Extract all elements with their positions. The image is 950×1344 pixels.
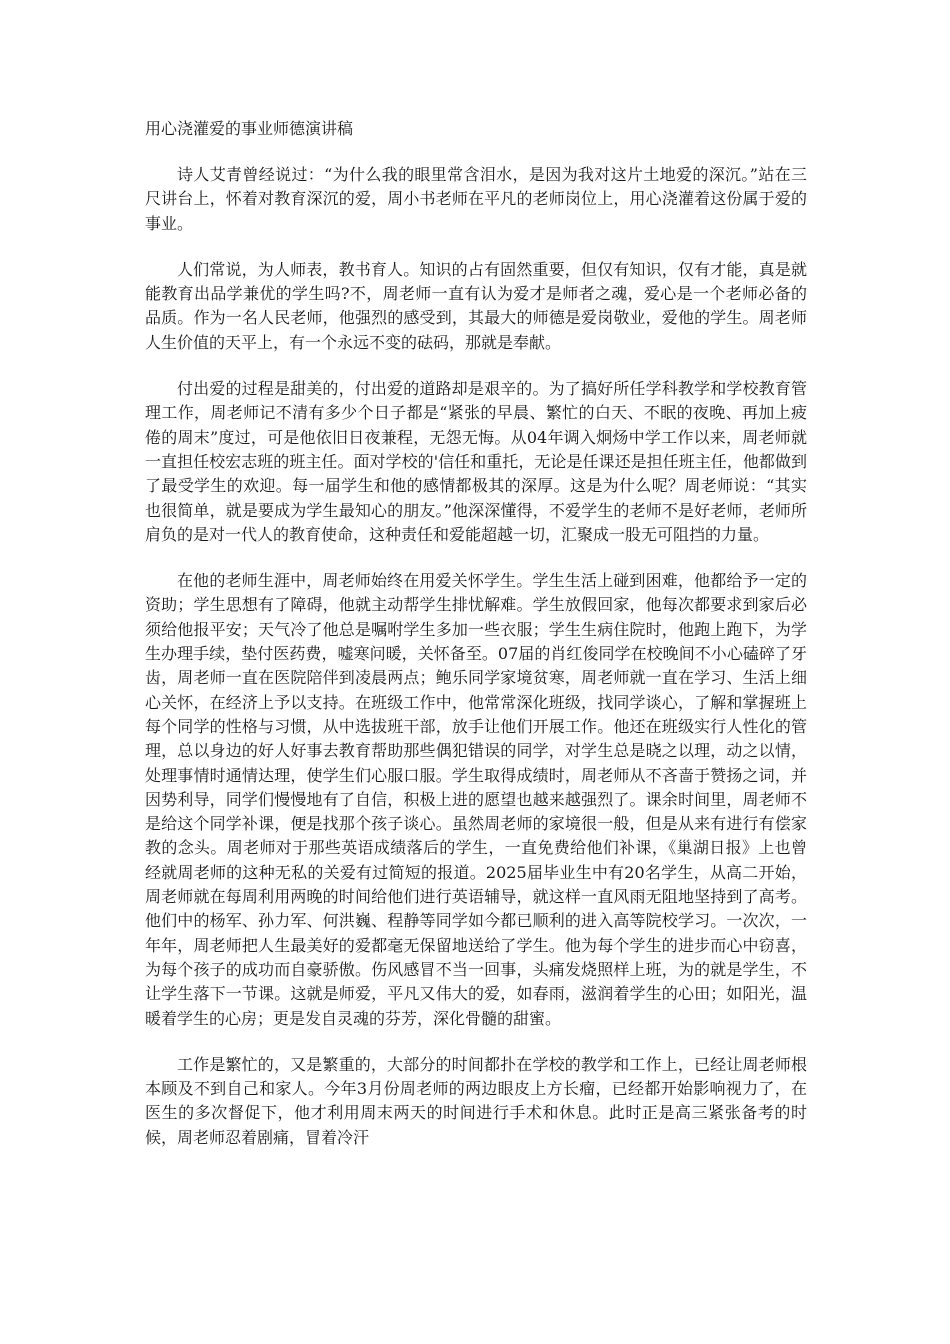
paragraph-5: 工作是繁忙的，又是繁重的，大部分的时间都扑在学校的教学和工作上，已经让周老师根本顾及不到自己和家人。今年3月份周老师的两边眼皮上方长瘤，已经都开始影响视力了，在医生的多次督促下，他才利用周末两天的时间进行手术和休息。此时正是高三紧张备考的时候，周老师忍着剧痛，冒着冷汗	[145, 1054, 807, 1147]
document-title: 用心浇灌爱的事业师德演讲稿	[145, 119, 354, 138]
paragraph-1: 诗人艾青曾经说过：“为什么我的眼里常含泪水，是因为我对这片土地爱的深沉。”站在三尺讲台上，怀着对教育深沉的爱，周小书老师在平凡的老师岗位上，用心浇灌着这份属于爱的事业。	[145, 165, 807, 233]
paragraph-4: 在他的老师生涯中，周老师始终在用爱关怀学生。学生生活上碰到困难，他都给予一定的资助；学生思想有了障碍，他就主动帮学生排忧解难。学生放假回家，他每次都要求到家后必须给他报平安；天气冷了他总是嘱咐学生多加一些衣服；学生生病住院时，他跑上跑下，为学生办理手续，垫付医药费，嘘寒问暖，关怀备至。07届的肖红俊同学在校晚间不小心磕碎了牙齿，周老师一直在医院陪伴到凌晨两点；鲍乐同学家境贫寒，周老师就一直在学习、生活上细心关怀，在经济上予以支持。在班级工作中，他常常深化班级，找同学谈心，了解和掌握班上每个同学的性格与习惯，从中选拔班干部，放手让他们开展工作。他还在班级实行人性化的管理，总以身边的好人好事去教育帮助那些偶犯错误的同学，对学生总是晓之以理，动之以情，处理事情时通情达理，使学生们心服口服。学生取得成绩时，周老师从不吝啬于赞扬之词，并因势利导，同学们慢慢地有了自信，积极上进的愿望也越来越强烈了。课余时间里，周老师不是给这个同学补课，便是找那个孩子谈心。虽然周老师的家境很一般，但是从来有进行有偿家教的念头。周老师对于那些英语成绩落后的学生，一直免费给他们补课，《巢湖日报》上也曾经就周老师的这种无私的关爱有过简短的报道。2025届毕业生中有20名学生，从高二开始，周老师就在每周利用两晚的时间给他们进行英语辅导，就这样一直风雨无阻地坚持到了高考。他们中的杨军、孙力军、何洪巍、程静等同学如今都已顺利的进入高等院校学习。一次次，一年年，周老师把人生最美好的爱都毫无保留地送给了学生。他为每个学生的进步而心中窃喜，为每个孩子的成功而自豪骄傲。伤风感冒不当一回事，头痛发烧照样上班，为的就是学生，不让学生落下一节课。这就是师爱，平凡又伟大的爱，如春雨，滋润着学生的心田；如阳光，温暖着学生的心房；更是发自灵魂的芬芳，深化骨髓的甜蜜。	[145, 571, 807, 1028]
paragraph-3: 付出爱的过程是甜美的，付出爱的道路却是艰辛的。为了搞好所任学科教学和学校教育管理工作，周老师记不清有多少个日子都是“紧张的早晨、繁忙的白天、不眠的夜晚、再加上疲倦的周末”度过，可是他依旧日夜兼程，无怨无悔。从04年调入炯炀中学工作以来，周老师就一直担任校宏志班的班主任。面对学校的'信任和重托，无论是任课还是担任班主任，他都做到了最受学生的欢迎。每一届学生和他的感情都极其的深厚。这是为什么呢？周老师说：“其实也很简单，就是要成为学生最知心的朋友。”他深深懂得，不爱学生的老师不是好老师，老师所肩负的是对一代人的教育使命，这种责任和爱能超越一切，汇聚成一股无可阻挡的力量。	[145, 379, 807, 544]
document-body	[145, 117, 807, 1172]
paragraph-2: 人们常说，为人师表，教书育人。知识的占有固然重要，但仅有知识，仅有才能，真是就能教育出品学兼优的学生吗?不，周老师一直有认为爱才是师者之魂，爱心是一个老师必备的品质。作为一名人民老师，他强烈的感受到，其最大的师德是爱岗敬业，爱他的学生。周老师人生价值的天平上，有一个永远不变的砝码，那就是奉献。	[145, 259, 807, 352]
